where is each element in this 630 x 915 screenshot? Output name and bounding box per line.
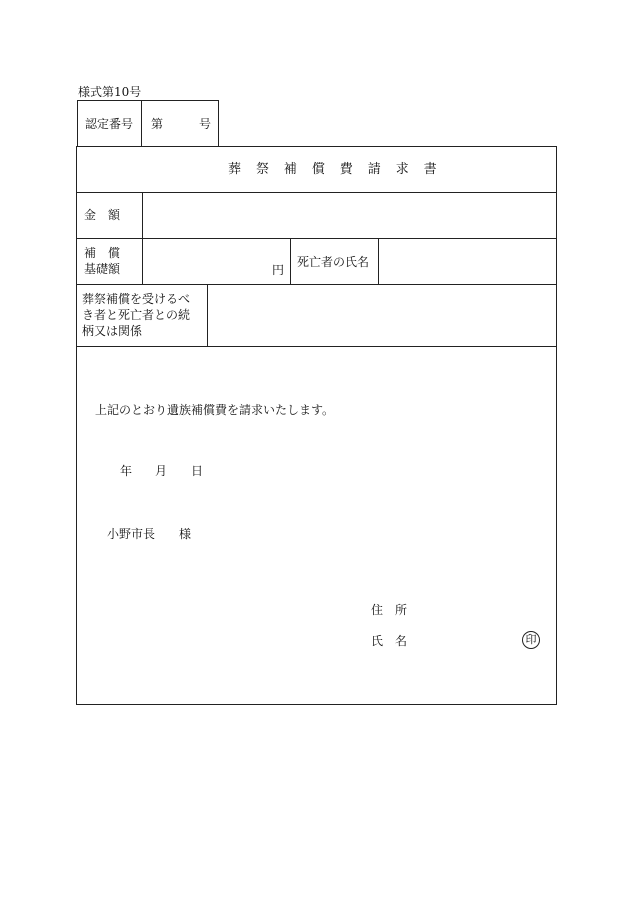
amount-field[interactable] <box>143 193 555 237</box>
relationship-label-line3: 柄又は関係 <box>82 324 143 338</box>
relationship-label-line2: き者と死亡者との続 <box>82 308 191 322</box>
relationship-row-divider <box>76 346 557 347</box>
address-field[interactable] <box>412 598 542 620</box>
date-year: 年 <box>120 464 133 478</box>
certification-box-divider <box>141 100 142 147</box>
amount-label: 金 額 <box>84 208 121 222</box>
seal-mark-icon: 印 <box>522 631 540 649</box>
certification-number-label: 認定番号 <box>85 117 134 131</box>
deceased-name-label: 死亡者の氏名 <box>297 255 370 269</box>
form-title: 葬祭補償費請求書 <box>228 162 452 177</box>
claimant-name-field[interactable] <box>412 629 518 651</box>
addressee-honorific: 様 <box>179 527 192 541</box>
form-number: 様式第10号 <box>78 85 142 99</box>
date-day: 日 <box>191 464 204 478</box>
base-amount-label-line1: 補 償 <box>84 246 121 260</box>
number-suffix-go: 号 <box>199 117 212 131</box>
relationship-field[interactable] <box>208 285 555 345</box>
base-amount-field[interactable] <box>143 239 289 283</box>
yen-unit: 円 <box>272 263 285 277</box>
base-amount-label-line2: 基礎額 <box>84 262 121 276</box>
relationship-label-line1: 葬祭補償を受けるべ <box>82 292 191 306</box>
claim-statement: 上記のとおり遺族補償費を請求いたします。 <box>95 403 335 417</box>
date-month: 月 <box>155 464 168 478</box>
number-prefix-dai: 第 <box>151 117 164 131</box>
deceased-name-field[interactable] <box>379 239 555 283</box>
address-label: 住 所 <box>371 603 408 617</box>
deceased-label-left-divider <box>290 238 291 284</box>
addressee-mayor: 小野市長 <box>107 527 156 541</box>
name-label: 氏 名 <box>371 634 408 648</box>
